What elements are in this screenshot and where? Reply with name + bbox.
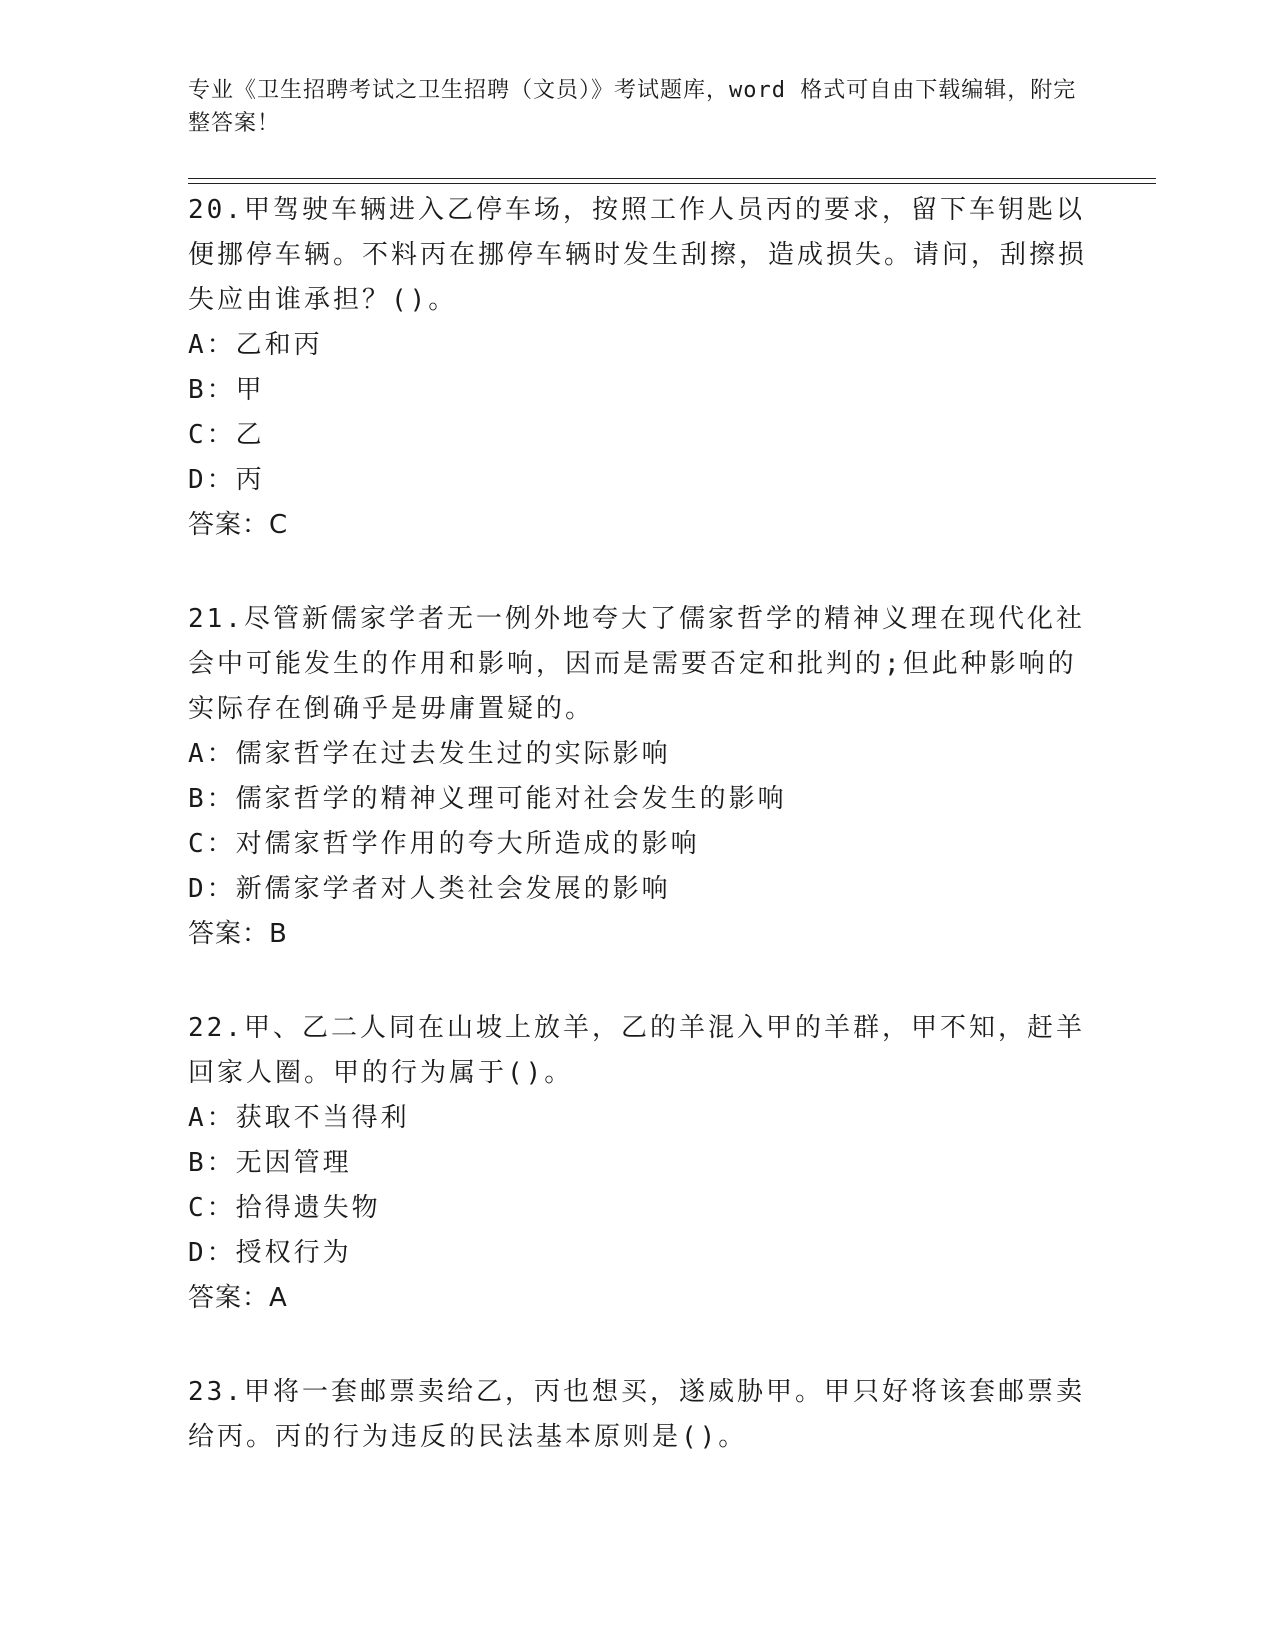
- answer: 答案：C: [188, 510, 289, 540]
- option-a: A：乙和丙: [188, 330, 323, 360]
- answer: 答案：A: [188, 1283, 288, 1313]
- option-d: D：丙: [188, 465, 265, 495]
- question-22: [188, 1006, 1088, 1321]
- option-a: A：儒家哲学在过去发生过的实际影响: [188, 739, 671, 769]
- answer: 答案：B: [188, 919, 288, 949]
- option-c: C：拾得遗失物: [188, 1193, 381, 1223]
- question-text: 20.甲驾驶车辆进入乙停车场，按照工作人员丙的要求，留下车钥匙以便挪停车辆。不料丙在挪停车辆时发生刮擦，造成损失。请问，刮擦损失应由谁承担？()。: [188, 195, 1088, 315]
- document-header: 专业《卫生招聘考试之卫生招聘（文员）》考试题库，word 格式可自由下载编辑，附完整答案！: [188, 78, 1077, 136]
- option-c: C：对儒家哲学作用的夸大所造成的影响: [188, 829, 700, 859]
- option-b: B：儒家哲学的精神义理可能对社会发生的影响: [188, 784, 787, 814]
- question-21: [188, 597, 1088, 957]
- question-text: 21.尽管新儒家学者无一例外地夸大了儒家哲学的精神义理在现代化社会中可能发生的作用和影响，因而是需要否定和批判的;但此种影响的实际存在倒确乎是毋庸置疑的。: [188, 604, 1085, 724]
- option-a: A：获取不当得利: [188, 1103, 410, 1133]
- header-divider: [188, 178, 1156, 184]
- question-23: [188, 1370, 1088, 1460]
- option-d: D：新儒家学者对人类社会发展的影响: [188, 874, 671, 904]
- option-c: C：乙: [188, 420, 265, 450]
- question-20: [188, 188, 1088, 548]
- option-b: B：甲: [188, 375, 265, 405]
- option-b: B：无因管理: [188, 1148, 352, 1178]
- option-d: D：授权行为: [188, 1238, 352, 1268]
- question-text: 22.甲、乙二人同在山坡上放羊，乙的羊混入甲的羊群，甲不知，赶羊回家人圈。甲的行为属于()。: [188, 1013, 1085, 1088]
- question-text: 23.甲将一套邮票卖给乙，丙也想买，遂威胁甲。甲只好将该套邮票卖给丙。丙的行为违反的民法基本原则是()。: [188, 1377, 1085, 1452]
